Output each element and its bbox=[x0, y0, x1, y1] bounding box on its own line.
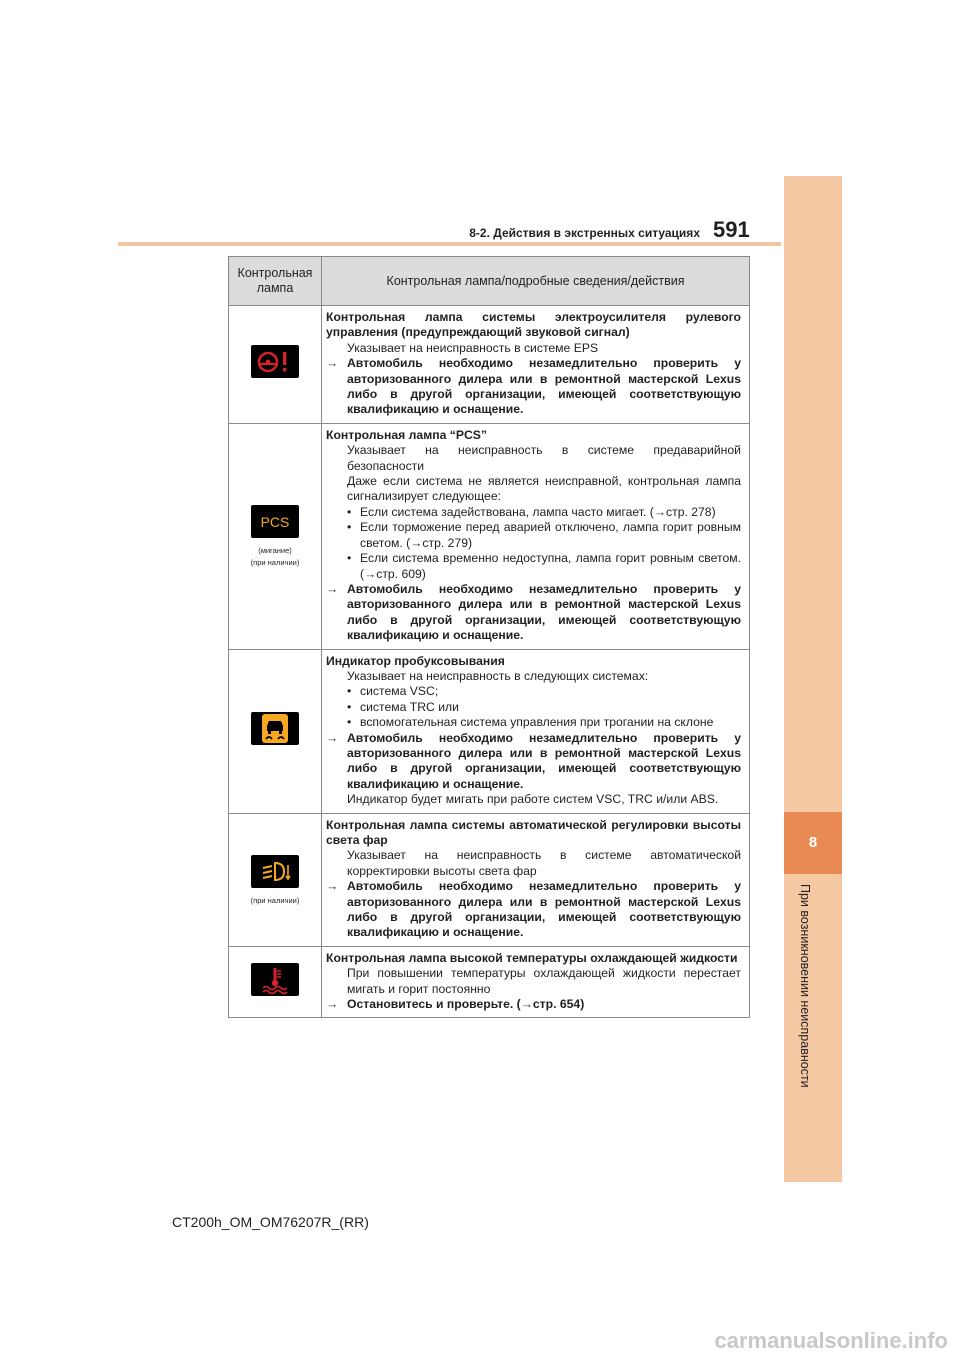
list-item: • система VSC; bbox=[326, 684, 741, 699]
row-action: → Остановитесь и проверьте. (→стр. 654) bbox=[326, 997, 741, 1012]
icon-cell bbox=[229, 946, 322, 1018]
description-cell bbox=[322, 946, 750, 1018]
header-rule bbox=[118, 242, 781, 246]
table-row bbox=[229, 306, 750, 424]
icon-cell bbox=[229, 423, 322, 649]
pcs-warning-icon bbox=[251, 505, 299, 538]
list-item: • система TRC или bbox=[326, 700, 741, 715]
page-number: 591 bbox=[713, 217, 750, 242]
row-action: → Автомобиль необходимо незамедлительно проверить у авторизованного дилера или в ремонтной мастерской Lexus либо в другой организации, имеющей соответствующую квалификацию и оснащение. bbox=[326, 356, 741, 418]
icon-note-option: (при наличии) bbox=[250, 895, 300, 905]
row-text: Индикатор будет мигать при работе систем VSC, TRC и/или ABS. bbox=[347, 792, 719, 807]
coolant-temperature-icon bbox=[251, 963, 299, 996]
list-item: • Если торможение перед аварией отключено, лампа горит ровным светом. (→стр. 279) bbox=[326, 520, 741, 551]
icon-cell bbox=[229, 306, 322, 424]
row-title: Контрольная лампа системы электроусилителя рулевого управления (предупреждающий звуковой сигнал) bbox=[326, 310, 741, 340]
row-title: Контрольная лампа “PCS” bbox=[326, 427, 487, 442]
row-text: Указывает на неисправность в системе EPS bbox=[347, 340, 599, 355]
table-header-row bbox=[229, 257, 750, 306]
row-text: Даже если система не является неисправной, контрольная лампа сигнализирует следующее: bbox=[347, 474, 741, 504]
column-header-details: Контрольная лампа/подробные сведения/действия bbox=[322, 257, 750, 306]
table-row bbox=[229, 813, 750, 946]
icon-note-option: (при наличии) bbox=[250, 558, 300, 568]
row-title: Контрольная лампа высокой температуры охлаждающей жидкости bbox=[326, 950, 738, 965]
icon-cell bbox=[229, 649, 322, 813]
icon-cell bbox=[229, 813, 322, 946]
icon-note-blink: (мигание) bbox=[258, 546, 292, 556]
row-text: Указывает на неисправность в системе автоматической корректировки высоты света фар bbox=[347, 848, 741, 878]
list-item: • вспомогательная система управления при трогании на склоне bbox=[326, 715, 741, 730]
row-title: Контрольная лампа системы автоматической регулировки высоты света фар bbox=[326, 817, 741, 847]
warning-lights-table bbox=[228, 256, 750, 1018]
table-row bbox=[229, 423, 750, 649]
description-cell bbox=[322, 306, 750, 424]
chapter-number-tab[interactable]: 8 bbox=[784, 812, 842, 874]
description-cell bbox=[322, 813, 750, 946]
row-action: → Автомобиль необходимо незамедлительно проверить у авторизованного дилера или в ремонтной мастерской Lexus либо в другой организации, имеющей соответствующую квалификацию и оснащение. bbox=[326, 879, 741, 941]
document-code: CT200h_OM_OM76207R_(RR) bbox=[172, 1214, 369, 1230]
row-action: → Автомобиль необходимо незамедлительно проверить у авторизованного дилера или в ремонтной мастерской Lexus либо в другой организации, имеющей соответствующую квалификацию и оснащение. bbox=[326, 582, 741, 644]
column-header-lamp: Контрольная лампа bbox=[229, 257, 322, 306]
watermark: carmanualsonline.info bbox=[714, 1328, 948, 1353]
headlight-leveling-icon bbox=[251, 855, 299, 888]
slip-indicator-icon bbox=[251, 712, 299, 745]
list-item: • Если система временно недоступна, лампа горит ровным светом. (→стр. 609) bbox=[326, 551, 741, 582]
table-row bbox=[229, 946, 750, 1018]
chapter-label: При возникновении неисправности bbox=[798, 884, 812, 1088]
power-steering-warning-icon bbox=[251, 345, 299, 378]
row-text: При повышении температуры охлаждающей жидкости перестает мигать и горит постоянно bbox=[347, 966, 741, 996]
description-cell bbox=[322, 649, 750, 813]
section-title: 8-2. Действия в экстренных ситуациях bbox=[469, 226, 700, 240]
row-action: → Автомобиль необходимо незамедлительно проверить у авторизованного дилера или в ремонтной мастерской Lexus либо в другой организации, имеющей соответствующую квалификацию и оснащение. bbox=[326, 731, 741, 793]
table-row bbox=[229, 649, 750, 813]
pcs-icon-text: PCS bbox=[260, 514, 290, 531]
row-title: Индикатор пробуксовывания bbox=[326, 653, 505, 668]
row-text: Указывает на неисправность в системе предаварийной безопасности bbox=[347, 443, 741, 473]
row-text: Указывает на неисправность в следующих системах: bbox=[347, 668, 649, 683]
description-cell bbox=[322, 423, 750, 649]
list-item: • Если система задействована, лампа часто мигает. (→стр. 278) bbox=[326, 505, 741, 520]
